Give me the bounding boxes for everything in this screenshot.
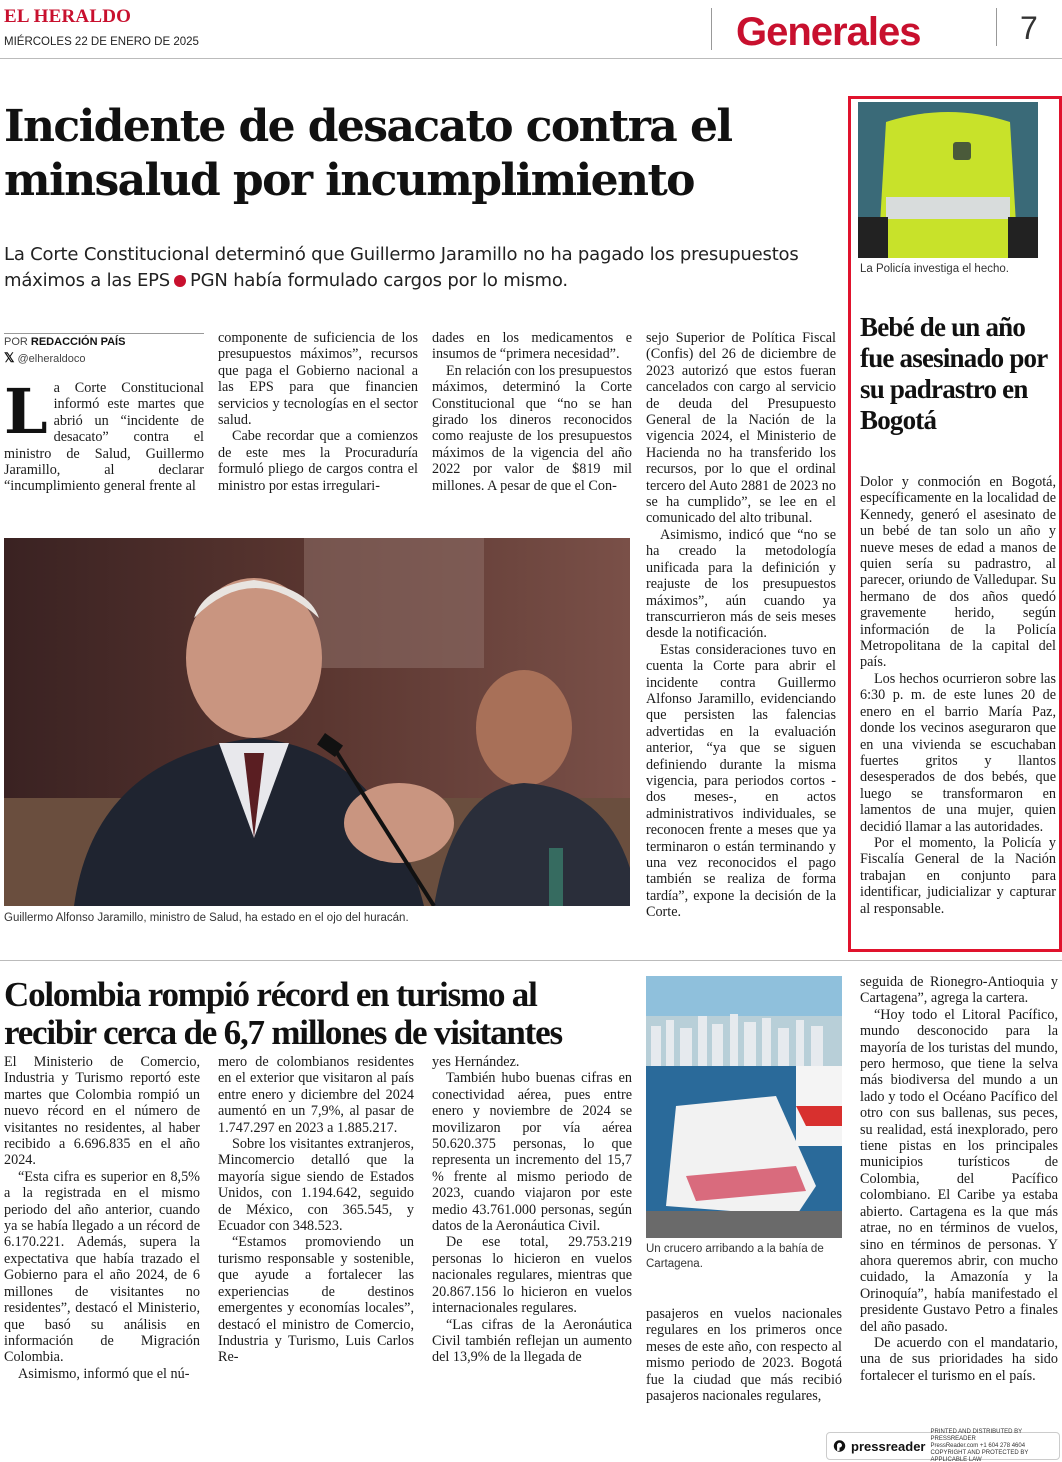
article-paragraph: “Hoy todo el Litoral Pacífico, mundo desconocido para la mayoría de los turistas del mundo, pero hermoso, que tiene la selva más biodiversa del mundo a un lado y todo el Océano Pacífico del otro con sus ballenas, sus peces, su realidad, está inexplorado, pero tiene pistas en los principales municipios turísticos de Colombia, del Pacífico colombiano. El Caribe ya estaba abierto. Cartagena es la que más atrae, no en términos de vuelos, sino en términos de personas. Y ahora queremos abrir, con mucho cuidado, la Amazonía y la Orinoquía”, había manifestado el presidente Gustavo Petro a finales del año pasado. [860,1006,1058,1335]
police-photo-caption: La Policía investiga el hecho. [860,263,1009,275]
article-paragraph: Estas consideraciones tuvo en cuenta la Corte para abrir el incidente contra Guillermo Alfonso Jaramillo, evidenciando que persisten las falencias advertidas en la evaluación anterior, “ya que se siguen definiendo durante la misma vigencia, para periodos cortos -dos meses-, en actos administrativos individuales, se reconocen frente a meses que ya terminaron o están terminando y una vez reconocidos el pago también se realiza de forma tardía”, expone la decisión de la Corte. [646,641,836,921]
byline [4,333,204,348]
article-column-1 [4,1054,200,1424]
article-column-2 [218,1054,414,1424]
article-paragraph: De ese total, 29.753.219 personas lo hicieron en vuelos nacionales regulares, mientras que 20.867.156 lo hicieron en vuelos internacionales regulares. [432,1234,632,1317]
article-paragraph: mero de colombianos residentes en el exterior que visitaron al país entre enero y diciembre del 2024 aumentó en un 7,9%, al pasar de 1.747.297 en 2023 a 1.885.217. [218,1054,414,1136]
article-paragraph: Asimismo, informó que el nú- [18,1365,190,1382]
pressreader-logo-icon [833,1438,846,1454]
minister-photo-illustration [4,538,630,906]
article-paragraph: seguida de Rionegro-Antioquia y Cartagena”, agrega la cartera. [860,974,1058,1007]
article-paragraph: dades en los medicamentos e insumos de “primera necesidad”. [432,330,632,363]
header-divider [711,8,712,50]
article-column-3 [432,1054,632,1424]
minister-photo [4,538,630,906]
section-title: Generales [736,10,921,54]
main-deck [4,242,834,294]
article-paragraph: “Esta cifra es superior en 8,5% a la registrada en el mismo periodo del año anterior, cuando ya se había llegado a un récord de 6.170.221. Además, supera la expectativa que había trazado el Gobierno para el año 2024, de 6 millones de visitantes no residentes”, destacó el Ministerio, que basó su análisis en información de Migración Colombia. [4,1168,200,1366]
social-handle[interactable] [4,350,86,366]
byline-author: REDACCIÓN PAÍS [30,336,126,348]
cruise-photo-illustration [646,976,842,1238]
article-column-3 [432,330,632,510]
article-paragraph: “Las cifras de la Aeronáutica Civil también reflejan un aumento del 13,9% de la llegada de [432,1316,632,1366]
sidebar-headline: Bebé de un año fue asesinado por su padrastro en Bogotá [860,312,1047,435]
sidebar-column [860,474,1056,944]
cruise-photo-caption: Un crucero arribando a la bahía de Cartagena. [646,1243,824,1270]
article-paragraph: sejo Superior de Política Fiscal (Confis) del 26 de diciembre de 2023 autorizó que estos fueran cancelados con cargo al servicio de deuda del Presupuesto General de la Nación de la vigencia 2024, el Ministerio de Hacienda no ha transferido los recursos, por lo que el ordinal tercero del Auto 2881 de 2023 no se ha cumplido”, se lee en el comunicado del alto tribunal. [646,330,836,527]
article-paragraph: El Ministerio de Comercio, Industria y Turismo reportó este martes que Colombia rompió un nuevo récord en el número de visitantes no residentes, al haber recibido a 6.696.835 en el año 2024. [4,1054,200,1169]
article-paragraph: Por el momento, la Policía y Fiscalía General de la Nación trabajan en conjunto para identificar, judicializar y capturar al responsable. [860,834,1056,917]
main-headline: Incidente de desacato contra el minsalud por incumplimiento [4,101,732,206]
x-logo-icon: 𝕏 [4,350,15,365]
article-paragraph: Los hechos ocurrieron sobre las 6:30 p. m. de este lunes 20 de enero en el barrio María Paz, donde los vecinos aseguraron que en una vivienda se escuchaban fuertes gritos y llantos desesperados de dos bebés, que luego se transformaron en lamentos de una mujer, quien decidió llamar a las autoridades. [860,670,1056,835]
article-paragraph: Asimismo, indicó que “no se ha creado la metodología unificada para la definición y reajuste de los presupuestos máximos”, aún cuando ya transcurrieron más de seis meses desde la notificación. [646,526,836,642]
masthead: EL HERALDO [4,6,132,27]
article-paragraph: a Corte Constitucional informó este martes que abrió un “incidente de desacato” contra el ministro de Salud, Guillermo Jaramillo, al declarar “incumplimiento general frente al [4,380,204,495]
article-column-5 [860,974,1058,1426]
bullet-dot-icon [174,275,186,287]
article-column-1 [4,380,204,510]
article-paragraph: yes Hernández. [432,1054,520,1070]
pressreader-badge[interactable] [826,1428,1060,1462]
byline-prefix: POR [4,336,28,348]
pressreader-line: COPYRIGHT AND PROTECTED BY APPLICABLE LAW [930,1449,1029,1462]
pressreader-line: PRINTED AND DISTRIBUTED BY PRESSREADER [930,1428,1023,1442]
deck-text: PGN había formulado cargos por lo mismo. [190,270,568,291]
publication-date: MIÉRCOLES 22 DE ENERO DE 2025 [4,36,199,48]
article-column-4 [646,1306,842,1426]
article-paragraph: Dolor y conmoción en Bogotá, específicamente en la localidad de Kennedy, generó el asesinato de un bebé de tan solo un año y nueve meses de edad a manos de quien sería su padrastro, al parecer, oriundo de Valledupar. Su hermano de dos años quedó gravemente herido, según información de la Policía Metropolitana de la capital del país. [860,474,1056,671]
deck-text: La Corte Constitucional determinó que Guillermo Jaramillo no ha pagado los presupuestos máximos a las EPS [4,244,799,291]
pressreader-info [931,1429,1054,1462]
article-paragraph: “Estamos promoviendo un turismo responsable y sostenible, que ayude a fortalecer las experiencias de destinos emergentes y economías locales”, destacó el ministro de Comercio, Industria y Turismo, Luis Carlos Re- [218,1234,414,1366]
drop-cap: L [4,380,48,448]
cruise-photo [646,976,842,1238]
header-divider [996,8,997,46]
page-number: 7 [1020,10,1038,46]
police-photo [858,102,1038,258]
minister-photo-caption: Guillermo Alfonso Jaramillo, ministro de Salud, ha estado en el ojo del huracán. [4,912,409,924]
article-paragraph: Sobre los visitantes extranjeros, Mincomercio detalló que la mayoría sigue siendo de Estados Unidos, con 1.194.642, seguido de México, con 365.545, y Ecuador con 348.523. [218,1136,414,1235]
article-paragraph: componente de suficiencia de los presupuestos máximos”, recursos que paga el Gobierno nacional a las EPS para que financien servicios y tecnologías en el sector salud. [218,330,418,429]
article-paragraph: De acuerdo con el mandatario, una de sus prioridades ha sido fortalecer el turismo en el país. [860,1334,1058,1384]
article-paragraph: Cabe recordar que a comienzos de este mes la Procuraduría formuló pliego de cargos contra el ministro por estas irregulari- [218,428,418,494]
pressreader-brand: pressreader [851,1438,926,1454]
section-rule [0,960,1062,961]
police-photo-illustration [858,102,1038,258]
article-paragraph: También hubo buenas cifras en conectividad aérea, pues entre enero y noviembre de 2024 se movilizaron por vía aérea 50.620.375 personas, lo que representa un incremento del 15,7 % frente al mismo periodo de 2023, cuando viajaron por este medio 43.761.000 personas, según datos de la Aeronáutica Civil. [432,1070,632,1235]
article-column-4 [646,330,836,950]
header-rule [0,58,1062,59]
article-paragraph: En relación con los presupuestos máximos, determinó la Corte Constitucional que “no se han girado los dineros reconocidos como reajuste de los presupuestos máximos de la vigencia del año 2022 por valor de $819 mil millones. A pesar de que el Con- [432,362,632,494]
pressreader-line: PressReader.com +1 604 278 4604 [930,1442,1026,1449]
article-column-2 [218,330,418,510]
second-headline: Colombia rompió récord en turismo al recibir cerca de 6,7 millones de visitantes [4,975,562,1052]
handle-text: @elheraldoco [17,353,86,365]
article-paragraph: pasajeros en vuelos nacionales regulares en los primeros once meses de este año, con respecto al mismo periodo de 2023. Bogotá fue la ciudad que más recibió pasajeros nacionales regulares, [646,1306,842,1405]
